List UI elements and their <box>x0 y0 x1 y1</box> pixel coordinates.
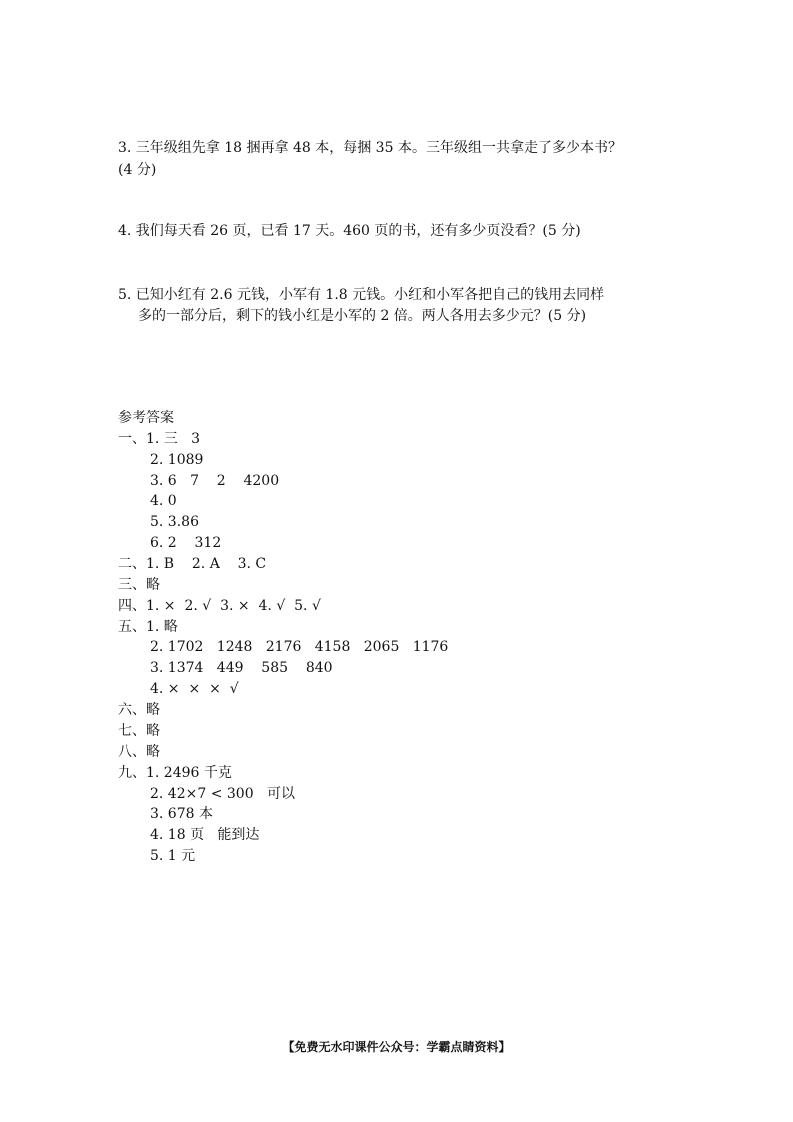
answer-line: 3. 678 本 <box>150 806 213 822</box>
answer-line: 2. 1702 1248 2176 4158 2065 1176 <box>150 639 449 655</box>
answers-title: 参考答案 <box>118 410 174 426</box>
answer-line: 6. 2 312 <box>150 535 222 551</box>
question-3-line-2: (4 分) <box>118 162 157 178</box>
answer-line: 2. 42×7 < 300 可以 <box>150 786 295 802</box>
question-5-line-2: 多的一部分后，剩下的钱小红是小军的 2 倍。两人各用去多少元？(5 分) <box>138 308 587 324</box>
answer-line: 九、1. 2496 千克 <box>118 765 232 781</box>
answer-line: 七、略 <box>118 723 160 739</box>
question-5-line-1: 5. 已知小红有 2.6 元钱，小军有 1.8 元钱。小红和小军各把自己的钱用去同样 <box>118 287 605 303</box>
answer-line: 3. 1374 449 585 840 <box>150 660 333 676</box>
question-3-line-1: 3. 三年级组先拿 18 捆再拿 48 本，每捆 35 本。三年级组一共拿走了多少本书？ <box>118 140 622 156</box>
answer-line: 4. 0 <box>150 493 177 509</box>
answer-line: 六、略 <box>118 702 160 718</box>
answer-line: 3. 6 7 2 4200 <box>150 473 280 489</box>
question-4-line-1: 4. 我们每天看 26 页，已看 17 天。460 页的书，还有多少页没看？(5 分) <box>118 223 581 239</box>
answer-line: 5. 1 元 <box>150 848 196 864</box>
answer-line: 三、略 <box>118 577 160 593</box>
answer-line: 五、1. 略 <box>118 619 178 635</box>
answer-line: 2. 1089 <box>150 452 204 468</box>
answer-line: 二、1. B 2. A 3. C <box>118 556 267 572</box>
answer-line: 5. 3.86 <box>150 514 199 530</box>
answer-line: 四、1. × 2. √ 3. × 4. √ 5. √ <box>118 598 321 614</box>
answer-line: 一、1. 三 3 <box>118 431 201 447</box>
answer-line: 八、略 <box>118 744 160 760</box>
answer-line: 4. 18 页 能到达 <box>150 827 260 843</box>
answer-line: 4. × × × √ <box>150 681 239 697</box>
footer-watermark-text: 【免费无水印课件公众号：学霸点睛资料】 <box>282 1040 511 1054</box>
